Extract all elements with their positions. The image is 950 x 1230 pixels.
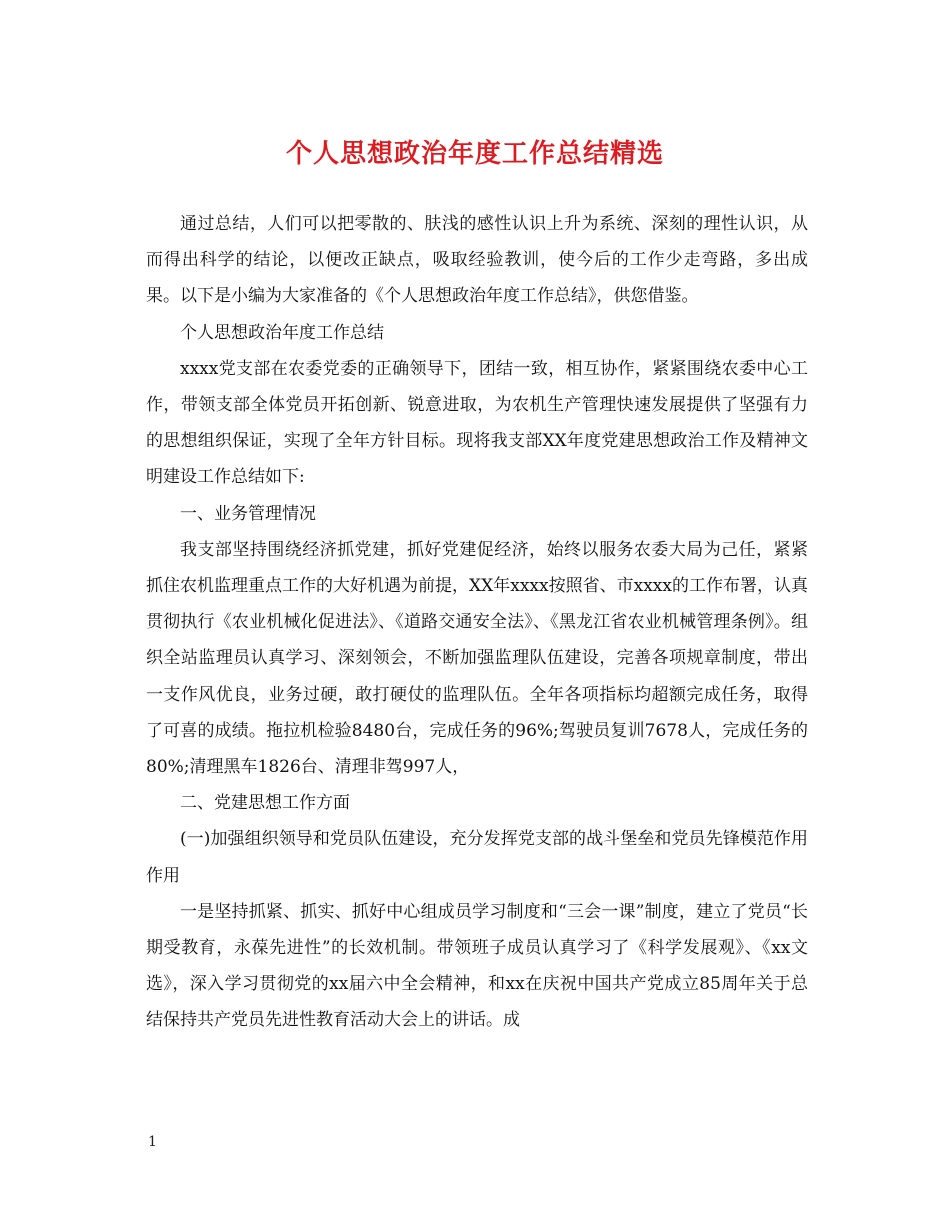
page-number: 1	[148, 1134, 157, 1150]
document-title: 个人思想政治年度工作总结精选	[285, 139, 664, 169]
paragraph: 通过总结，人们可以把零散的、肤浅的感性认识上升为系统、深刻的理性认识，从而得出科学的结论，以便改正缺点，吸取经验教训，使今后的工作少走弯路，多出成果。以下是小编为大家准备的《个人思想政治年度工作总结》，供您借鉴。	[146, 214, 808, 307]
section-heading: 一、业务管理情况	[180, 503, 316, 524]
paragraph: 一是坚持抓紧、抓实、抓好中心组成员学习制度和“三会一课”制度，建立了党员“长期受教育，永葆先进性”的长效机制。带领班子成员认真学习了《科学发展观》、《xx文选》，深入学习贯彻党的xx届六中全会精神，和xx在庆祝中国共产党成立85周年关于总结保持共产党员先进性教育活动大会上的讲话。成	[146, 901, 808, 1031]
section-heading: 个人思想政治年度工作总结	[180, 322, 384, 343]
paragraph: 我支部坚持围绕经济抓党建，抓好党建促经济，始终以服务农委大局为己任，紧紧抓住农机监理重点工作的大好机遇为前提，XX年xxxx按照省、市xxxx的工作布署，认真贯彻执行《农业机械化促进法》、《道路交通安全法》、《黑龙江省农业机械管理条例》。组织全站监理员认真学习、深刻领会，不断加强监理队伍建设，完善各项规章制度，带出一支作风优良，业务过硬，敢打硬仗的监理队伍。全年各项指标均超额完成任务，取得了可喜的成绩。拖拉机检验8480台，完成任务的96%;驾驶员复训7678人，完成任务的80%;清理黑车1826台、清理非驾997人，	[146, 539, 808, 778]
document-body	[146, 206, 808, 1039]
paragraph: xxxx党支部在农委党委的正确领导下，团结一致，相互协作，紧紧围绕农委中心工作，带领支部全体党员开拓创新、锐意进取，为农机生产管理快速发展提供了坚强有力的思想组织保证，实现了全年方针目标。现将我支部XX年度党建思想政治工作及精神文明建设工作总结如下:	[146, 358, 808, 488]
section-heading: 二、党建思想工作方面	[180, 793, 350, 814]
paragraph: (一)加强组织领导和党员队伍建设，充分发挥党支部的战斗堡垒和党员先锋模范作用作用	[146, 829, 808, 886]
